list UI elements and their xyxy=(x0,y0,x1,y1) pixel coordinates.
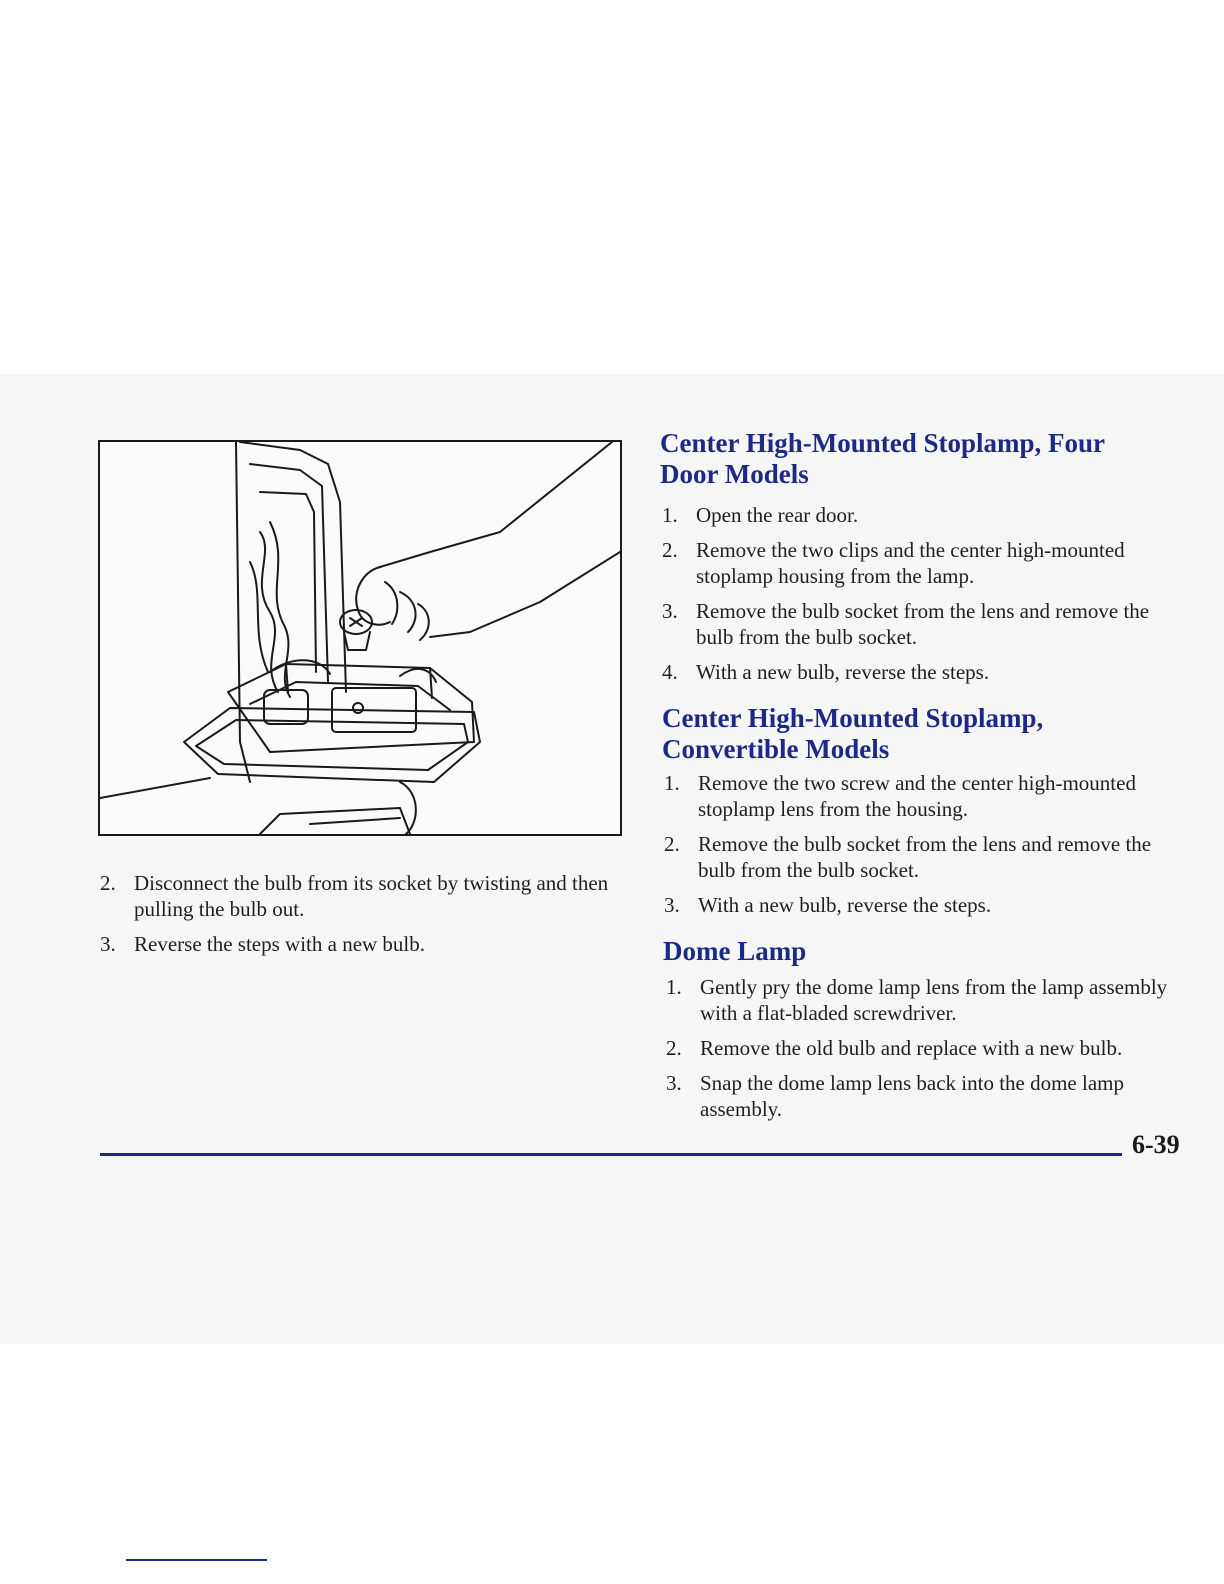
left-step-list xyxy=(100,870,620,966)
list-item xyxy=(666,974,1186,1026)
step-text: Reverse the steps with a new bulb. xyxy=(134,932,426,956)
list-item xyxy=(662,659,1182,685)
step-number: 1. xyxy=(662,503,678,527)
section-heading-four-door: Center High-Mounted Stoplamp, Four Door Models xyxy=(660,428,1105,489)
step-text: Remove the two screw and the center high-mounted stoplamp lens from the housing. xyxy=(698,771,1136,821)
step-text: Disconnect the bulb from its socket by twisting and then pulling the bulb out. xyxy=(134,871,609,921)
list-item xyxy=(662,502,1182,528)
list-item xyxy=(662,598,1182,650)
footer-line xyxy=(126,1559,267,1561)
list-item xyxy=(100,931,620,957)
step-text: Remove the two clips and the center high-mounted stoplamp housing from the lamp. xyxy=(696,538,1125,588)
section-heading-dome-lamp: Dome Lamp xyxy=(663,936,807,966)
step-number: 2. xyxy=(666,1036,682,1060)
step-number: 2. xyxy=(662,538,678,562)
step-number: 2. xyxy=(664,832,680,856)
step-number: 3. xyxy=(664,893,680,917)
stoplamp-illustration xyxy=(98,440,622,836)
dome-lamp-step-list xyxy=(666,974,1186,1131)
step-number: 2. xyxy=(100,871,116,895)
list-item xyxy=(100,870,620,922)
step-number: 3. xyxy=(100,932,116,956)
four-door-step-list xyxy=(662,502,1182,694)
footer-rule xyxy=(100,1153,1122,1156)
step-text: Snap the dome lamp lens back into the dome lamp assembly. xyxy=(700,1071,1124,1121)
step-text: Remove the old bulb and replace with a new bulb. xyxy=(700,1036,1123,1060)
step-text: Gently pry the dome lamp lens from the lamp assembly with a flat-bladed screwdriver. xyxy=(700,975,1168,1025)
list-item xyxy=(666,1070,1186,1122)
step-text: With a new bulb, reverse the steps. xyxy=(696,660,990,684)
page-number: 6-39 xyxy=(1132,1130,1180,1159)
step-text: Remove the bulb socket from the lens and remove the bulb from the bulb socket. xyxy=(696,599,1150,649)
step-number: 1. xyxy=(666,975,682,999)
stoplamp-bulb-replacement-illustration xyxy=(100,442,620,834)
step-number: 1. xyxy=(664,771,680,795)
step-number: 3. xyxy=(662,599,678,623)
list-item xyxy=(664,770,1184,822)
section-heading-convertible: Center High-Mounted Stoplamp, Convertible Models xyxy=(662,703,1044,764)
step-text: With a new bulb, reverse the steps. xyxy=(698,893,992,917)
list-item xyxy=(666,1035,1186,1061)
list-item xyxy=(664,831,1184,883)
step-text: Remove the bulb socket from the lens and remove the bulb from the bulb socket. xyxy=(698,832,1152,882)
list-item xyxy=(662,537,1182,589)
step-text: Open the rear door. xyxy=(696,503,859,527)
step-number: 4. xyxy=(662,660,678,684)
convertible-step-list xyxy=(664,770,1184,927)
step-number: 3. xyxy=(666,1071,682,1095)
list-item xyxy=(664,892,1184,918)
